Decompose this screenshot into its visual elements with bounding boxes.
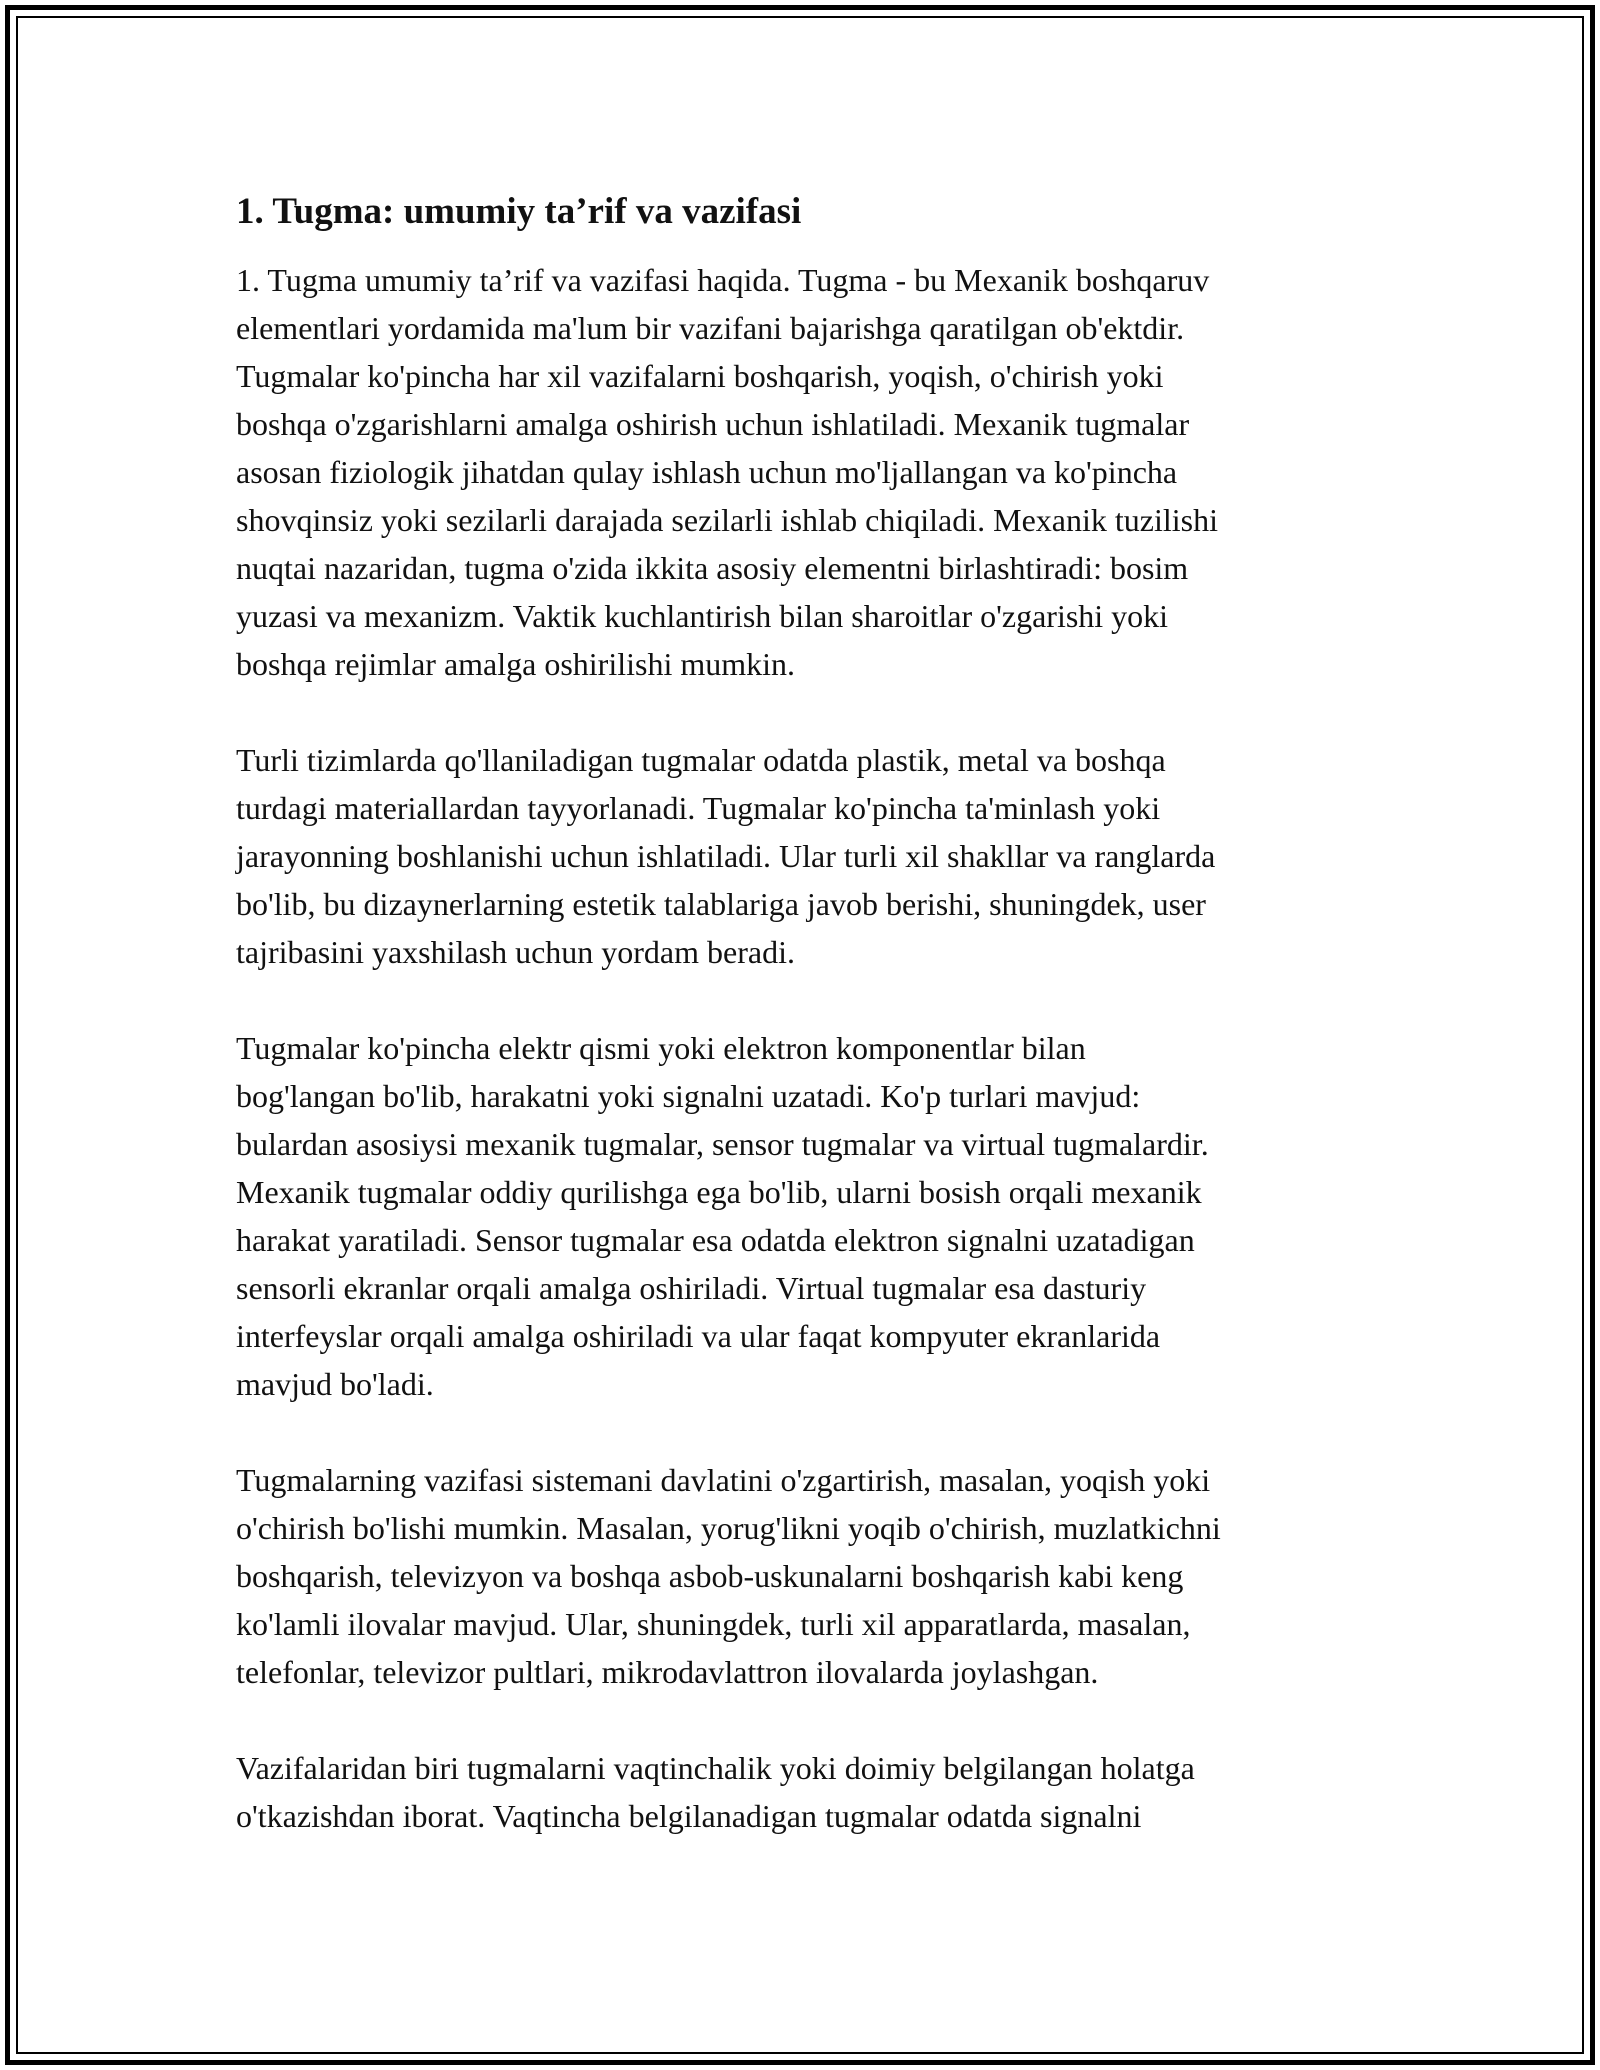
text-line: o'chirish bo'lishi mumkin. Masalan, yorug'likni yoqib o'chirish, muzlatkichni bbox=[236, 1510, 1221, 1546]
text-line: boshqa rejimlar amalga oshirilishi mumkin. bbox=[236, 646, 796, 682]
section-heading: 1. Tugma: umumiy ta’rif va vazifasi bbox=[236, 191, 802, 232]
text-line: boshqa o'zgarishlarni amalga oshirish uchun ishlatiladi. Mexanik tugmalar bbox=[236, 406, 1190, 442]
text-line: mavjud bo'ladi. bbox=[236, 1366, 434, 1402]
text-line: Tugmalar ko'pincha elektr qismi yoki elektron komponentlar bilan bbox=[236, 1030, 1086, 1066]
paragraph-3 bbox=[236, 1024, 1376, 1408]
text-line: bulardan asosiysi mexanik tugmalar, sensor tugmalar va virtual tugmalardir. bbox=[236, 1126, 1209, 1162]
text-line: Tugmalarning vazifasi sistemani davlatini o'zgartirish, masalan, yoqish yoki bbox=[236, 1462, 1211, 1498]
text-line: ko'lamli ilovalar mavjud. Ular, shuningdek, turli xil apparatlarda, masalan, bbox=[236, 1606, 1191, 1642]
text-line: bog'langan bo'lib, harakatni yoki signalni uzatadi. Ko'p turlari mavjud: bbox=[236, 1078, 1141, 1114]
text-line: yuzasi va mexanizm. Vaktik kuchlantirish bilan sharoitlar o'zgarishi yoki bbox=[236, 598, 1169, 634]
paragraph-5 bbox=[236, 1744, 1376, 1840]
text-line: sensorli ekranlar orqali amalga oshiriladi. Virtual tugmalar esa dasturiy bbox=[236, 1270, 1147, 1306]
text-line: nuqtai nazaridan, tugma o'zida ikkita asosiy elementni birlashtiradi: bosim bbox=[236, 550, 1189, 586]
text-line: harakat yaratiladi. Sensor tugmalar esa odatda elektron signalni uzatadigan bbox=[236, 1222, 1195, 1258]
text-line: tajribasini yaxshilash uchun yordam beradi. bbox=[236, 934, 795, 970]
text-line: Vazifalaridan biri tugmalarni vaqtinchalik yoki doimiy belgilangan holatga bbox=[236, 1750, 1195, 1786]
text-line: boshqarish, televizyon va boshqa asbob-uskunalarni boshqarish kabi keng bbox=[236, 1558, 1184, 1594]
text-line: shovqinsiz yoki sezilarli darajada sezilarli ishlab chiqiladi. Mexanik tuzilishi bbox=[236, 502, 1218, 538]
paragraph-2 bbox=[236, 736, 1376, 976]
document-body bbox=[236, 190, 1376, 1888]
text-line: telefonlar, televizor pultlari, mikrodavlattron ilovalarda joylashgan. bbox=[236, 1654, 1099, 1690]
text-line: o'tkazishdan iborat. Vaqtincha belgilanadigan tugmalar odatda signalni bbox=[236, 1798, 1142, 1834]
text-line: turdagi materiallardan tayyorlanadi. Tugmalar ko'pincha ta'minlash yoki bbox=[236, 790, 1161, 826]
text-line: Mexanik tugmalar oddiy qurilishga ega bo'lib, ularni bosish orqali mexanik bbox=[236, 1174, 1202, 1210]
paragraph-1 bbox=[236, 256, 1376, 688]
text-line: interfeyslar orqali amalga oshiriladi va ular faqat kompyuter ekranlarida bbox=[236, 1318, 1161, 1354]
text-line: elementlari yordamida ma'lum bir vazifani bajarishga qaratilgan ob'ektdir. bbox=[236, 310, 1185, 346]
paragraph-4 bbox=[236, 1456, 1376, 1696]
text-line: bo'lib, bu dizaynerlarning estetik talablariga javob berishi, shuningdek, user bbox=[236, 886, 1206, 922]
text-line: Tugmalar ko'pincha har xil vazifalarni boshqarish, yoqish, o'chirish yoki bbox=[236, 358, 1164, 394]
text-line: 1. Tugma umumiy ta’rif va vazifasi haqida. Tugma - bu Mexanik boshqaruv bbox=[236, 262, 1210, 298]
text-line: jarayonning boshlanishi uchun ishlatiladi. Ular turli xil shakllar va ranglarda bbox=[236, 838, 1216, 874]
text-line: Turli tizimlarda qo'llaniladigan tugmalar odatda plastik, metal va boshqa bbox=[236, 742, 1166, 778]
text-line: asosan fiziologik jihatdan qulay ishlash uchun mo'ljallangan va ko'pincha bbox=[236, 454, 1178, 490]
